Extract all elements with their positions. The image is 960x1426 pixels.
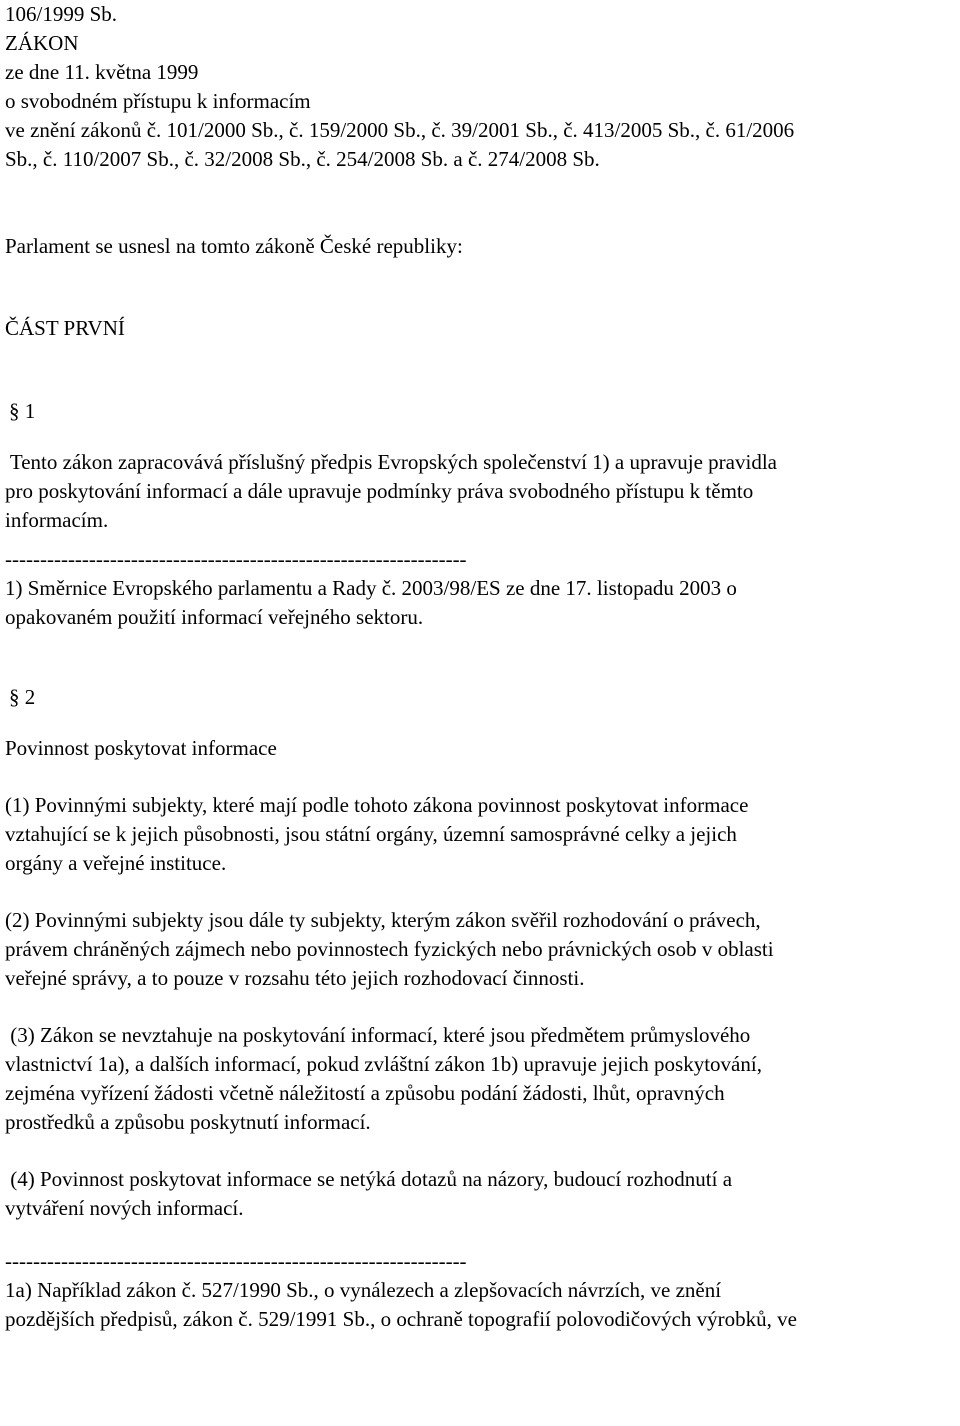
section-1-line: pro poskytování informací a dále upravuje podmínky práva svobodného přístupu k těmto [5, 479, 754, 503]
paragraph-line: (4) Povinnost poskytovat informace se netýká dotazů na názory, budoucí rozhodnutí a [5, 1167, 733, 1191]
law-number: 106/1999 Sb. [5, 2, 118, 26]
law-amendments-line2: Sb., č. 110/2007 Sb., č. 32/2008 Sb., č. 254/2008 Sb. a č. 274/2008 Sb. [5, 147, 600, 171]
paragraph-line: prostředků a způsobu poskytnutí informací. [5, 1110, 371, 1134]
footnote-separator: ------------------------------------------------------------------ [5, 547, 467, 571]
part-title: ČÁST PRVNÍ [5, 316, 125, 340]
paragraph-line: (1) Povinnými subjekty, které mají podle tohoto zákona povinnost poskytovat informace [5, 793, 749, 817]
paragraph-line: (3) Zákon se nevztahuje na poskytování informací, které jsou předmětem průmyslového [5, 1023, 751, 1047]
law-title: o svobodném přístupu k informacím [5, 89, 311, 113]
paragraph-line: (2) Povinnými subjekty jsou dále ty subjekty, kterým zákon svěřil rozhodování o právech, [5, 908, 761, 932]
law-header [5, 0, 960, 174]
footnote-1a [5, 1276, 960, 1334]
section-1-line: informacím. [5, 508, 109, 532]
section-2-title: Povinnost poskytovat informace [5, 736, 277, 760]
footnote-line: 1) Směrnice Evropského parlamentu a Rady č. 2003/98/ES ze dne 17. listopadu 2003 o [5, 576, 737, 600]
paragraph-line: vytváření nových informací. [5, 1196, 244, 1220]
paragraph-line: zejména vyřízení žádosti včetně náležitostí a způsobu podání žádosti, lhůt, opravných [5, 1081, 725, 1105]
section-1-text [5, 448, 960, 535]
section-1-heading: § 1 [9, 399, 36, 423]
section-2-heading: § 2 [9, 685, 36, 709]
section-2-paragraph-4 [5, 1165, 960, 1223]
footnote-1 [5, 574, 960, 632]
document-page [5, 0, 960, 1334]
law-amendments-line1: ve znění zákonů č. 101/2000 Sb., č. 159/2000 Sb., č. 39/2001 Sb., č. 413/2005 Sb., č. 61/2006 [5, 118, 795, 142]
paragraph-line: vlastnictví 1a), a dalších informací, pokud zvláštní zákon 1b) upravuje jejich poskytování, [5, 1052, 762, 1076]
footnote-line: opakovaném použití informací veřejného sektoru. [5, 605, 424, 629]
paragraph-line: vztahující se k jejich působnosti, jsou státní orgány, územní samosprávné celky a jejich [5, 822, 737, 846]
paragraph-line: právem chráněných zájmech nebo povinnostech fyzických nebo právnických osob v oblasti [5, 937, 774, 961]
section-2-paragraph-3 [5, 1021, 960, 1137]
paragraph-line: orgány a veřejné instituce. [5, 851, 227, 875]
section-2-paragraph-2 [5, 906, 960, 993]
section-1-line: Tento zákon zapracovává příslušný předpis Evropských společenství 1) a upravuje pravidla [5, 450, 777, 474]
law-type: ZÁKON [5, 31, 79, 55]
footnote-line: pozdějších předpisů, zákon č. 529/1991 Sb., o ochraně topografií polovodičových výrobků, ve [5, 1307, 797, 1331]
section-2-paragraph-1 [5, 791, 960, 878]
preamble: Parlament se usnesl na tomto zákoně České republiky: [5, 234, 463, 258]
footnote-separator: ------------------------------------------------------------------ [5, 1249, 467, 1273]
footnote-line: 1a) Například zákon č. 527/1990 Sb., o vynálezech a zlepšovacích návrzích, ve znění [5, 1278, 722, 1302]
law-date: ze dne 11. května 1999 [5, 60, 199, 84]
paragraph-line: veřejné správy, a to pouze v rozsahu této jejich rozhodovací činnosti. [5, 966, 585, 990]
